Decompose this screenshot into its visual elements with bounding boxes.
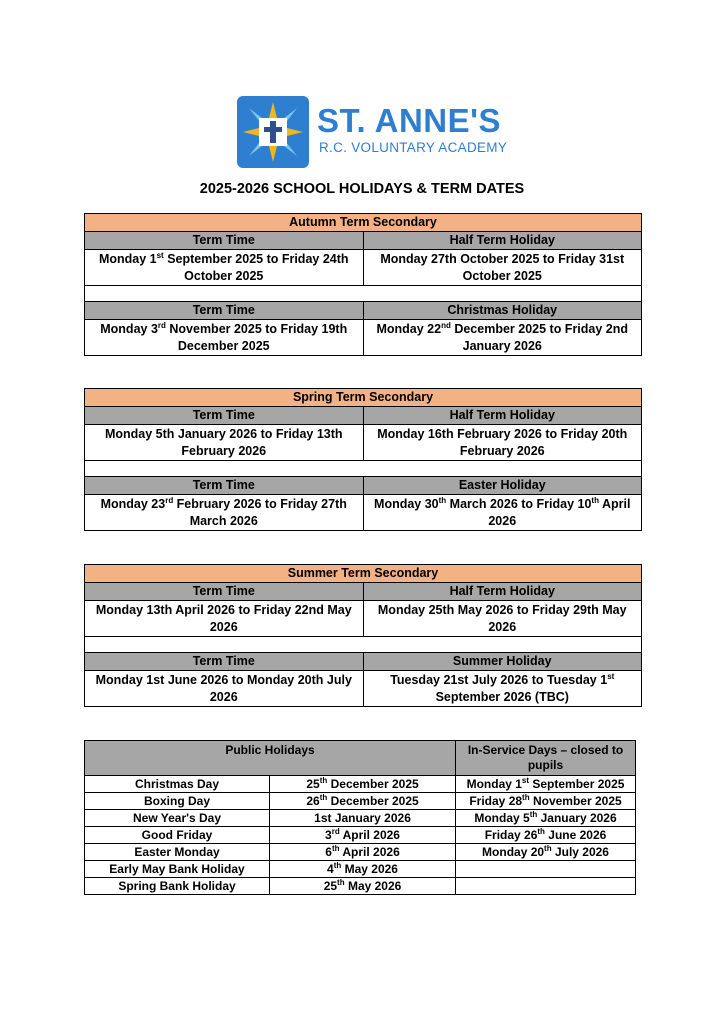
table-row — [85, 878, 636, 895]
logo-subtitle: R.C. VOLUNTARY ACADEMY — [319, 140, 508, 155]
table-row — [85, 810, 636, 827]
column-header: Easter Holiday — [363, 477, 642, 495]
school-logo — [237, 96, 508, 168]
term-dates-cell: Monday 1st September 2025 to Friday 24th October 2025 — [85, 250, 364, 286]
inservice-day: Monday 5th January 2026 — [456, 810, 636, 827]
holiday-name: Spring Bank Holiday — [85, 878, 270, 895]
term-dates-cell: Monday 1st June 2026 to Monday 20th July 2026 — [85, 671, 364, 707]
column-header: Term Time — [85, 653, 364, 671]
summer-term-table — [84, 564, 642, 707]
spacer-row — [85, 461, 642, 477]
term-dates-cell: Monday 23rd February 2026 to Friday 27th March 2026 — [85, 495, 364, 531]
holiday-name: New Year's Day — [85, 810, 270, 827]
column-header: Term Time — [85, 302, 364, 320]
term-dates-cell: Monday 5th January 2026 to Friday 13th February 2026 — [85, 425, 364, 461]
spring-term-table — [84, 388, 642, 531]
public-holidays-header: Public Holidays — [85, 741, 456, 776]
holiday-date: 4th May 2026 — [270, 861, 456, 878]
column-header: Term Time — [85, 583, 364, 601]
column-header: Term Time — [85, 477, 364, 495]
inservice-header: In-Service Days – closed to pupils — [456, 741, 636, 776]
holiday-name: Easter Monday — [85, 844, 270, 861]
cross-star-logo-icon — [237, 96, 309, 168]
autumn-term-table — [84, 213, 642, 356]
column-header: Summer Holiday — [363, 653, 642, 671]
holiday-dates-cell: Monday 22nd December 2025 to Friday 2nd January 2026 — [363, 320, 642, 356]
holiday-date: 3rd April 2026 — [270, 827, 456, 844]
table-row — [85, 861, 636, 878]
public-holidays-table — [84, 740, 636, 895]
holiday-date: 26th December 2025 — [270, 793, 456, 810]
spacer-row — [85, 286, 642, 302]
inservice-day: Friday 26th June 2026 — [456, 827, 636, 844]
term-header: Spring Term Secondary — [85, 389, 642, 407]
holiday-dates-cell: Monday 25th May 2026 to Friday 29th May 2026 — [363, 601, 642, 637]
inservice-day — [456, 878, 636, 895]
logo-name: ST. ANNE'S — [317, 102, 501, 139]
inservice-day — [456, 861, 636, 878]
holiday-name: Early May Bank Holiday — [85, 861, 270, 878]
holiday-dates-cell: Monday 30th March 2026 to Friday 10th April 2026 — [363, 495, 642, 531]
holiday-dates-cell: Tuesday 21st July 2026 to Tuesday 1st September 2026 (TBC) — [363, 671, 642, 707]
table-row — [85, 844, 636, 861]
holiday-date: 25th May 2026 — [270, 878, 456, 895]
column-header: Half Term Holiday — [363, 583, 642, 601]
inservice-day: Friday 28th November 2025 — [456, 793, 636, 810]
term-dates-cell: Monday 13th April 2026 to Friday 22nd May 2026 — [85, 601, 364, 637]
holiday-date: 25th December 2025 — [270, 776, 456, 793]
column-header: Half Term Holiday — [363, 407, 642, 425]
holiday-dates-cell: Monday 16th February 2026 to Friday 20th February 2026 — [363, 425, 642, 461]
holiday-name: Good Friday — [85, 827, 270, 844]
inservice-day: Monday 20th July 2026 — [456, 844, 636, 861]
holiday-date: 1st January 2026 — [270, 810, 456, 827]
column-header: Term Time — [85, 232, 364, 250]
column-header: Term Time — [85, 407, 364, 425]
spacer-row — [85, 637, 642, 653]
term-header: Summer Term Secondary — [85, 565, 642, 583]
term-dates-cell: Monday 3rd November 2025 to Friday 19th December 2025 — [85, 320, 364, 356]
table-row — [85, 827, 636, 844]
table-row — [85, 793, 636, 810]
holiday-name: Christmas Day — [85, 776, 270, 793]
page-title: 2025-2026 SCHOOL HOLIDAYS & TERM DATES — [199, 181, 525, 197]
term-header: Autumn Term Secondary — [85, 214, 642, 232]
holiday-dates-cell: Monday 27th October 2025 to Friday 31st October 2025 — [363, 250, 642, 286]
column-header: Half Term Holiday — [363, 232, 642, 250]
column-header: Christmas Holiday — [363, 302, 642, 320]
holiday-name: Boxing Day — [85, 793, 270, 810]
holiday-date: 6th April 2026 — [270, 844, 456, 861]
inservice-day: Monday 1st September 2025 — [456, 776, 636, 793]
table-row — [85, 776, 636, 793]
